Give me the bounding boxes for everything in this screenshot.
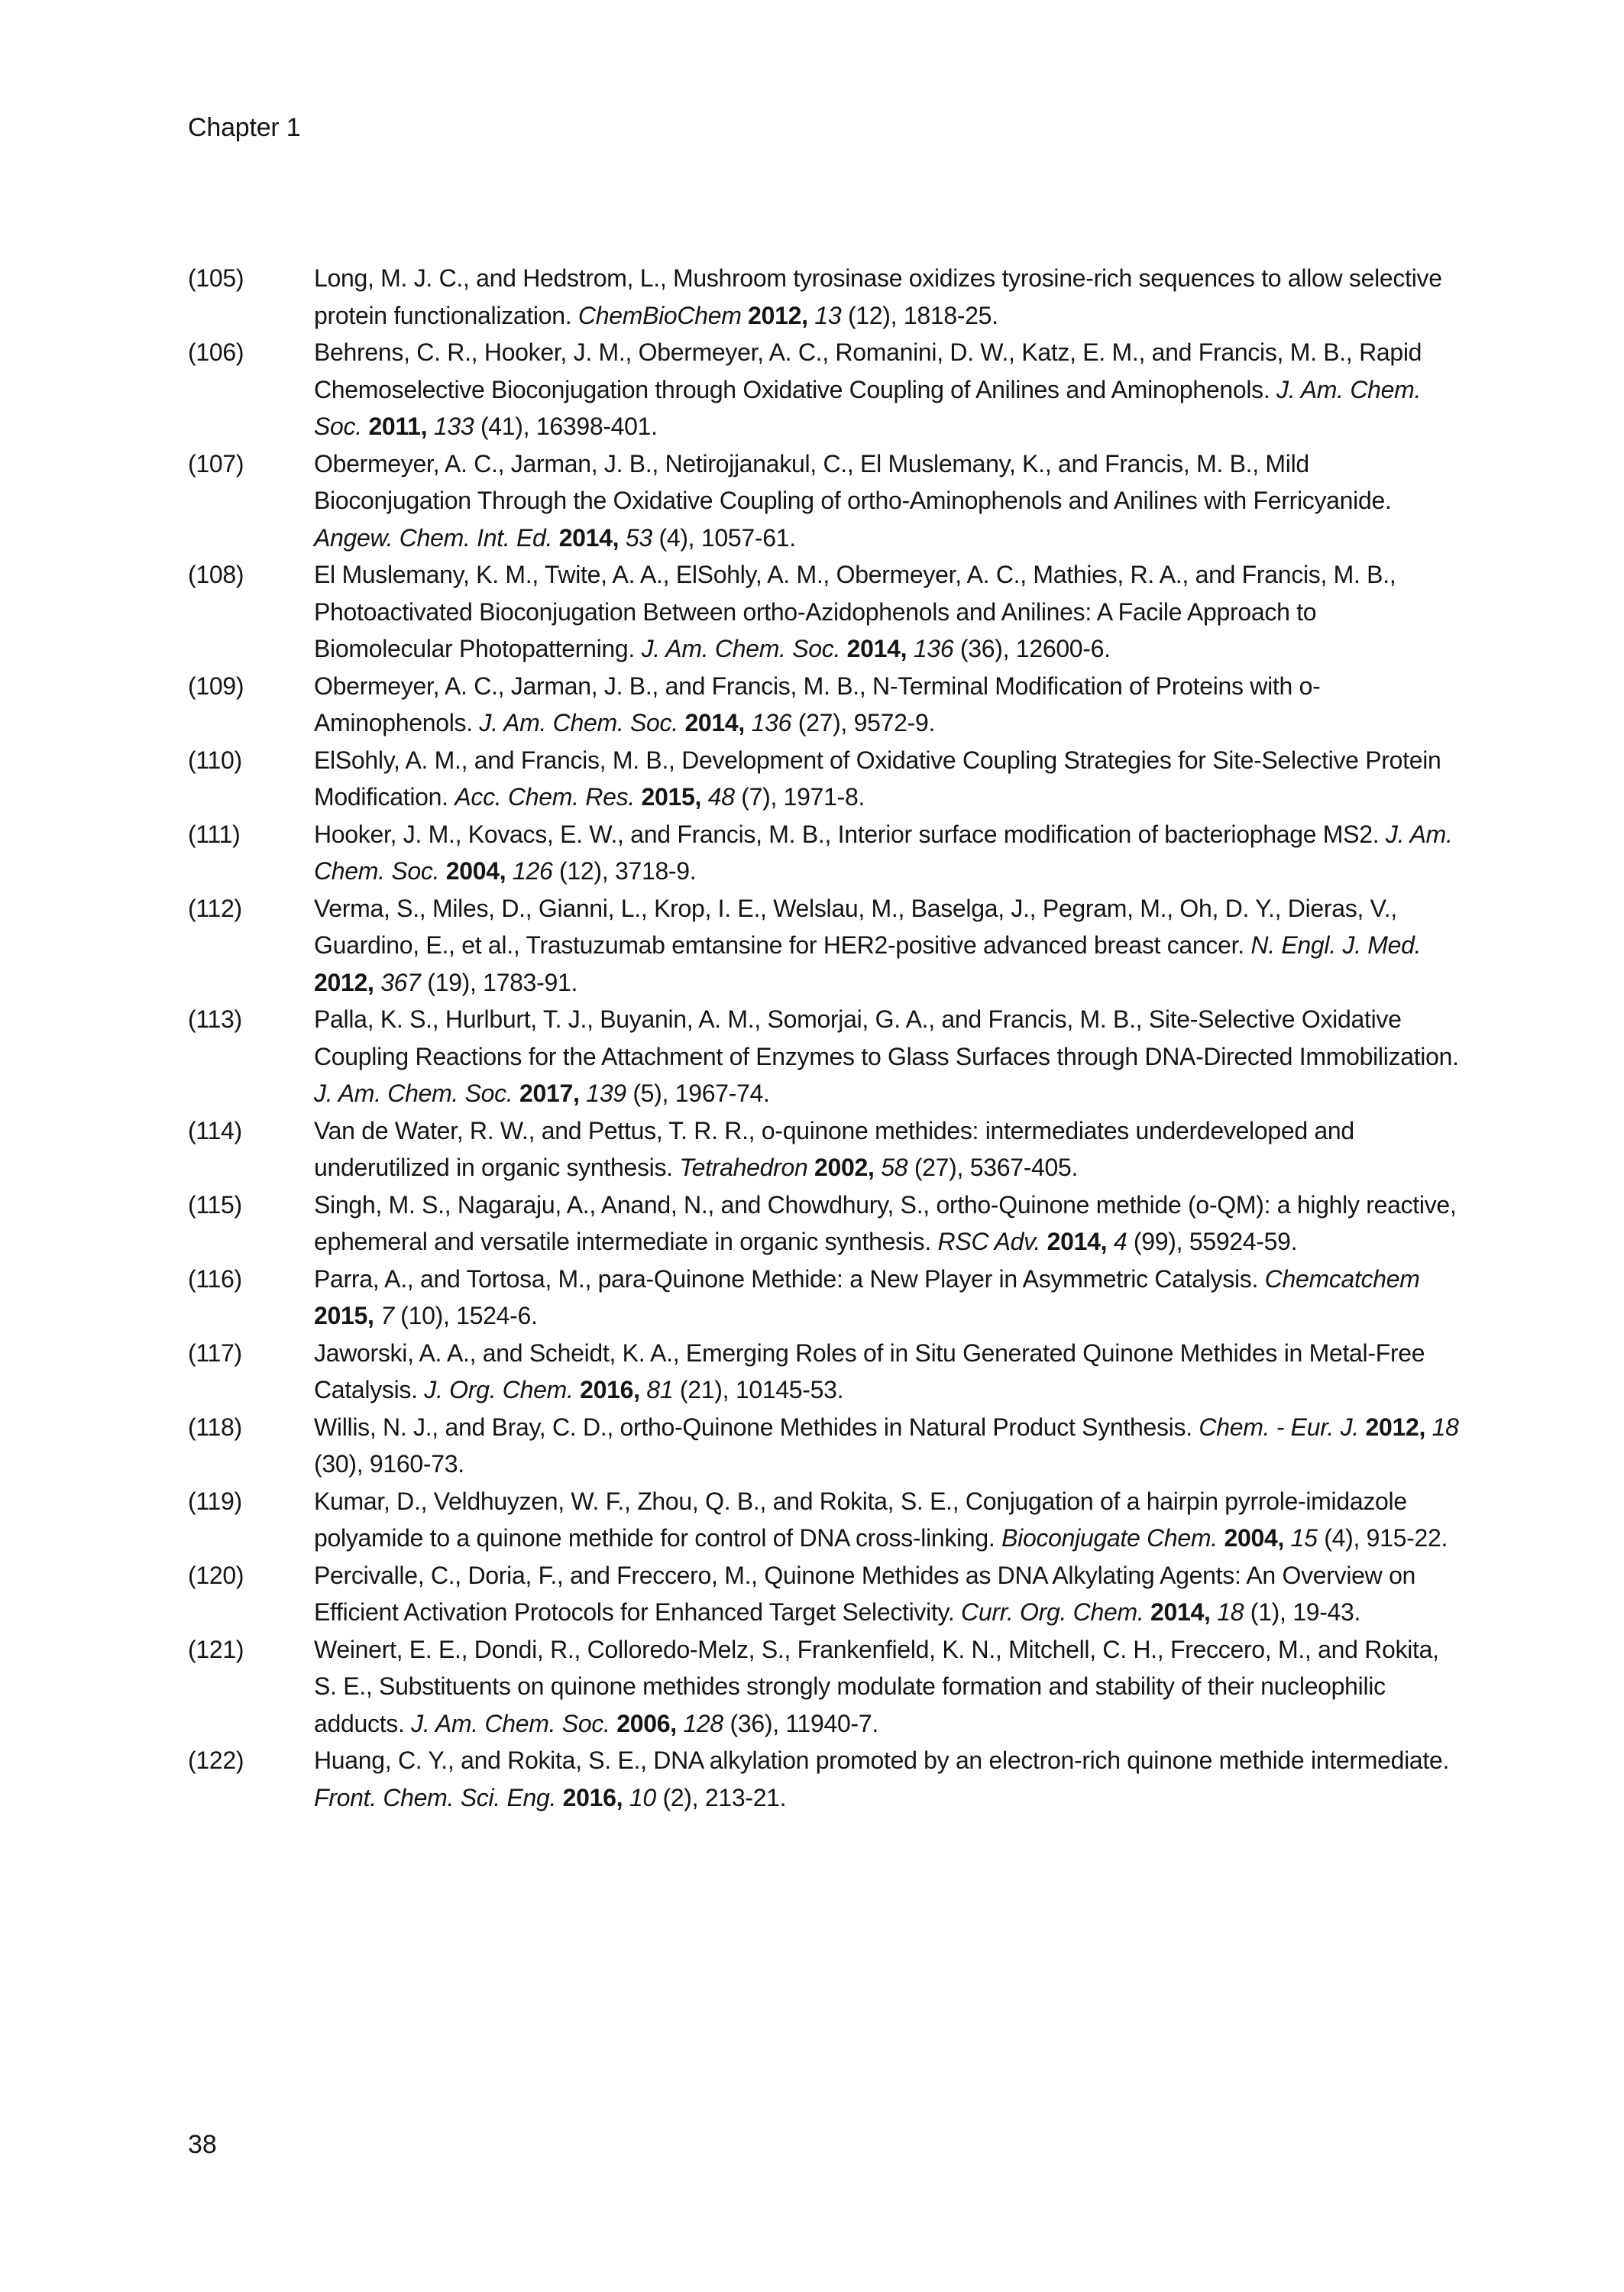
reference-number: (112) (188, 894, 242, 922)
reference-item (188, 1631, 1460, 1743)
reference-segment: J. Am. Chem. Soc. (411, 1709, 610, 1737)
reference-segment (701, 783, 708, 811)
reference-number: (107) (188, 449, 244, 478)
reference-segment (556, 1784, 563, 1811)
reference-number: (111) (188, 820, 241, 848)
reference-segment: 2016, (562, 1783, 623, 1811)
reference-text (314, 1742, 1460, 1816)
reference-segment: (2), 213-21. (655, 1783, 787, 1811)
reference-segment (907, 635, 914, 662)
reference-segment (1211, 1598, 1218, 1626)
reference-number: (113) (188, 1005, 242, 1033)
reference-segment: Kumar, D., Veldhuyzen, W. F., Zhou, Q. B., and Rokita, S. E., Conjugation of a hairpin pyrrole-imidazole polyamide to a quinone methide for control of DNA cross-linking. (314, 1487, 1407, 1552)
reference-segment: 367 (380, 968, 421, 996)
reference-segment: Obermeyer, A. C., Jarman, J. B., Netirojjanakul, C., El Muslemany, K., and Francis, M. B., Mild Bioconjugation Through the Oxidative Coupling of ortho-Aminophenols and Anilines with Ferricyanide. (314, 449, 1392, 514)
reference-number: (114) (188, 1116, 242, 1144)
reference-segment: 2014, (684, 709, 746, 736)
reference-segment: Jaworski, A. A., and Scheidt, K. A., Emerging Roles of in Situ Generated Quinone Methides in Metal-Free Catalysis. (314, 1339, 1425, 1403)
reference-number: (109) (188, 672, 244, 700)
reference-segment: 126 (512, 857, 553, 885)
page-number: 38 (188, 2130, 217, 2159)
reference-text (314, 1335, 1460, 1409)
reference-segment: Bioconjugate Chem. (1001, 1524, 1218, 1552)
reference-item (188, 1186, 1460, 1261)
reference-segment: 2014, (558, 523, 620, 552)
reference-segment: J. Am. Chem. Soc. (314, 820, 1453, 885)
reference-segment: (27), 5367-405. (907, 1154, 1079, 1181)
reference-segment: (7), 1971-8. (734, 783, 865, 811)
reference-segment (742, 302, 749, 329)
reference-item (188, 1112, 1460, 1186)
reference-segment: El Muslemany, K. M., Twite, A. A., ElSohly, A. M., Obermeyer, A. C., Mathies, R. A., and Francis, M. B., Photoactivated Bioconjugation Between ortho-Azidophenols and Anilines: A Facile Approach to Biomolecular Photopatterning. (314, 561, 1396, 662)
reference-segment: Van de Water, R. W., and Pettus, T. R. R., o-quinone methides: intermediates underdeveloped and underutilized in organic synthesis. (314, 1116, 1354, 1181)
reference-segment: 2004, (445, 857, 506, 885)
reference-segment (875, 1154, 882, 1181)
reference-item (188, 816, 1460, 890)
reference-text (314, 1186, 1460, 1261)
reference-segment: 81 (646, 1376, 674, 1403)
reference-segment: Chem. - Eur. J. (1199, 1413, 1359, 1441)
reference-item (188, 1335, 1460, 1409)
reference-segment: 53 (625, 523, 652, 552)
reference-text (314, 1112, 1460, 1186)
reference-segment (513, 1080, 519, 1107)
reference-segment: J. Am. Chem. Soc. (314, 375, 1422, 440)
reference-segment: 128 (683, 1709, 723, 1737)
reference-number: (105) (188, 264, 244, 292)
reference-segment (580, 1080, 587, 1107)
reference-segment: 2004, (1224, 1524, 1285, 1552)
reference-segment: (5), 1967-74. (626, 1080, 770, 1107)
reference-segment (1284, 1524, 1291, 1552)
reference-segment: Weinert, E. E., Dondi, R., Colloredo-Melz, S., Frankenfield, K. N., Mitchell, C. H., Freccero, M., and Rokita, S. E., Substituents on quinone methides strongly modulate formation and stability of their nucleophilic adducts. (314, 1635, 1439, 1737)
reference-text (314, 668, 1460, 742)
reference-segment: Willis, N. J., and Bray, C. D., ortho-Quinone Methides in Natural Product Synthesis. (314, 1413, 1199, 1441)
reference-segment (552, 524, 559, 552)
reference-text (314, 556, 1460, 668)
reference-item (188, 1409, 1460, 1483)
reference-segment (635, 783, 642, 811)
reference-segment (1040, 1228, 1047, 1255)
reference-segment: Long, M. J. C., and Hedstrom, L., Mushroom tyrosinase oxidizes tyrosine-rich sequences to allow selective protein functionalization. (314, 264, 1442, 329)
reference-segment: ChemBioChem (577, 301, 742, 329)
reference-segment: 2014, (1150, 1598, 1211, 1626)
reference-segment: (10), 1524-6. (393, 1302, 538, 1329)
reference-segment: 136 (751, 709, 792, 736)
reference-number: (122) (188, 1747, 244, 1774)
reference-segment: Parra, A., and Tortosa, M., para-Quinone Methide: a New Player in Asymmetric Catalysis. (314, 1264, 1265, 1293)
reference-segment: RSC Adv. (937, 1228, 1041, 1255)
reference-text (314, 890, 1460, 1002)
reference-segment (623, 1784, 629, 1811)
reference-segment: 18 (1217, 1598, 1244, 1626)
reference-segment (1144, 1598, 1150, 1626)
reference-segment: Angew. Chem. Int. Ed. (314, 523, 553, 552)
reference-number: (119) (188, 1487, 242, 1515)
reference-segment: 58 (881, 1154, 908, 1181)
reference-number: (121) (188, 1635, 244, 1663)
reference-segment: 10 (629, 1783, 656, 1811)
reference-item (188, 556, 1460, 668)
reference-item (188, 1261, 1460, 1335)
reference-segment: (27), 9572-9. (791, 709, 936, 736)
reference-segment: Acc. Chem. Res. (455, 783, 635, 811)
reference-segment: 2012, (1365, 1413, 1426, 1441)
reference-segment: Hooker, J. M., Kovacs, E. W., and Francis, M. B., Interior surface modification of bacteriophage MS2. (314, 820, 1386, 848)
reference-number: (116) (188, 1264, 242, 1293)
reference-segment (610, 1710, 617, 1737)
reference-segment: Behrens, C. R., Hooker, J. M., Obermeyer, A. C., Romanini, D. W., Katz, E. M., and Francis, M. B., Rapid Chemoselective Bioconjugation through Oxidative Coupling of Anilines and Aminophenols. (314, 338, 1422, 403)
reference-segment: Tetrahedron (679, 1154, 808, 1181)
reference-item (188, 260, 1460, 334)
reference-number: (106) (188, 338, 244, 366)
reference-item (188, 1742, 1460, 1816)
reference-segment: 2011, (368, 413, 428, 440)
reference-segment (506, 857, 513, 885)
reference-text (314, 742, 1460, 816)
reference-segment: Singh, M. S., Nagaraju, A., Anand, N., and Chowdhury, S., ortho-Quinone methide (o-QM): a highly reactive, ephemeral and versatile intermediate in organic synthesis. (314, 1190, 1457, 1255)
reference-text (314, 1557, 1460, 1631)
reference-segment: Front. Chem. Sci. Eng. (314, 1783, 557, 1811)
reference-segment: 13 (814, 301, 842, 329)
reference-segment: (4), 915-22. (1317, 1524, 1448, 1552)
reference-segment (619, 524, 626, 552)
reference-item (188, 334, 1460, 445)
reference-segment: (99), 55924-59. (1127, 1228, 1298, 1255)
reference-item (188, 890, 1460, 1002)
reference-segment: Huang, C. Y., and Rokita, S. E., DNA alkylation promoted by an electron-rich quinone methide intermediate. (314, 1747, 1450, 1774)
reference-segment: (1), 19-43. (1244, 1598, 1361, 1626)
reference-number: (118) (188, 1413, 242, 1441)
reference-segment (427, 413, 434, 440)
reference-segment: N. Engl. J. Med. (1250, 931, 1422, 959)
reference-text (314, 260, 1460, 334)
reference-segment: 7 (380, 1302, 394, 1329)
reference-text (314, 1409, 1460, 1483)
reference-segment (574, 1376, 581, 1403)
reference-number: (108) (188, 561, 244, 588)
reference-segment: 136 (913, 635, 954, 662)
reference-item (188, 1557, 1460, 1631)
reference-segment: (12), 1818-25. (841, 301, 998, 329)
reference-segment: 2014, (1047, 1228, 1108, 1255)
reference-segment: Obermeyer, A. C., Jarman, J. B., and Francis, M. B., N-Terminal Modification of Proteins with o-Aminophenols. (314, 672, 1321, 736)
reference-item (188, 1001, 1460, 1112)
reference-segment: Palla, K. S., Hurlburt, T. J., Buyanin, A. M., Somorjai, G. A., and Francis, M. B., Site-Selective Oxidative Coupling Reactions for the Attachment of Enzymes to Glass Surfaces through DNA-Directed Immobilization. (314, 1005, 1459, 1070)
reference-segment (1425, 1413, 1432, 1441)
reference-segment: (30), 9160-73. (314, 1450, 464, 1478)
reference-segment: J. Am. Chem. Soc. (479, 709, 678, 736)
reference-number: (115) (188, 1190, 242, 1219)
reference-number: (110) (188, 746, 242, 774)
reference-segment (840, 635, 847, 662)
reference-segment: 18 (1432, 1413, 1459, 1441)
reference-segment: 2016, (580, 1376, 640, 1403)
reference-item (188, 1483, 1460, 1557)
reference-segment: Curr. Org. Chem. (961, 1598, 1144, 1626)
reference-text (314, 1483, 1460, 1557)
reference-segment (374, 969, 381, 996)
reference-segment: 2012, (314, 968, 374, 996)
reference-segment: 2015, (641, 783, 702, 811)
reference-segment (807, 1154, 814, 1181)
reference-segment: 15 (1290, 1524, 1318, 1552)
reference-segment: (4), 1057-61. (652, 523, 796, 552)
reference-segment: 2006, (616, 1709, 677, 1737)
reference-text (314, 334, 1460, 445)
reference-segment (374, 1302, 381, 1329)
reference-segment: 4 (1113, 1228, 1127, 1255)
reference-segment (745, 709, 752, 736)
reference-segment: Percivalle, C., Doria, F., and Freccero, M., Quinone Methides as DNA Alkylating Agents: An Overview on Efficient Activation Protocols for Enhanced Target Selectivity. (314, 1561, 1416, 1626)
reference-segment: 2017, (519, 1080, 580, 1107)
reference-segment: 133 (433, 413, 474, 440)
reference-segment: (41), 16398-401. (474, 413, 658, 440)
reference-segment: J. Org. Chem. (424, 1376, 574, 1403)
chapter-header: Chapter 1 (188, 113, 301, 142)
reference-segment: (36), 11940-7. (723, 1709, 878, 1737)
reference-text (314, 445, 1460, 557)
reference-segment: 139 (586, 1080, 626, 1107)
reference-segment: 2014, (846, 635, 907, 662)
reference-segment: (21), 10145-53. (673, 1376, 844, 1403)
reference-segment: J. Am. Chem. Soc. (314, 1080, 513, 1107)
reference-segment (439, 857, 446, 885)
reference-segment: ElSohly, A. M., and Francis, M. B., Development of Oxidative Coupling Strategies for Site-Selective Protein Modification. (314, 746, 1441, 811)
reference-number: (120) (188, 1561, 244, 1589)
reference-segment: 48 (707, 783, 735, 811)
reference-segment: Verma, S., Miles, D., Gianni, L., Krop, I. E., Welslau, M., Baselga, J., Pegram, M., Oh, D. Y., Dieras, V., Guardino, E., et al., Trastuzumab emtansine for HER2-positive advanced breast cancer. (314, 894, 1397, 959)
reference-segment: 2002, (814, 1154, 875, 1181)
reference-segment: Chemcatchem (1264, 1264, 1420, 1293)
reference-text (314, 1631, 1460, 1743)
reference-text (314, 816, 1460, 890)
reference-segment (1107, 1228, 1114, 1255)
reference-number: (117) (188, 1339, 242, 1367)
reference-text (314, 1261, 1460, 1335)
reference-text (314, 1001, 1460, 1112)
reference-item (188, 668, 1460, 742)
reference-segment: (12), 3718-9. (552, 857, 697, 885)
reference-segment: J. Am. Chem. Soc. (641, 635, 841, 662)
reference-list (188, 260, 1460, 1816)
reference-segment: (19), 1783-91. (420, 968, 578, 996)
reference-segment: 2012, (748, 301, 808, 329)
reference-segment: 2015, (314, 1302, 374, 1329)
reference-item (188, 742, 1460, 816)
reference-item (188, 445, 1460, 557)
reference-segment: (36), 12600-6. (953, 635, 1111, 662)
